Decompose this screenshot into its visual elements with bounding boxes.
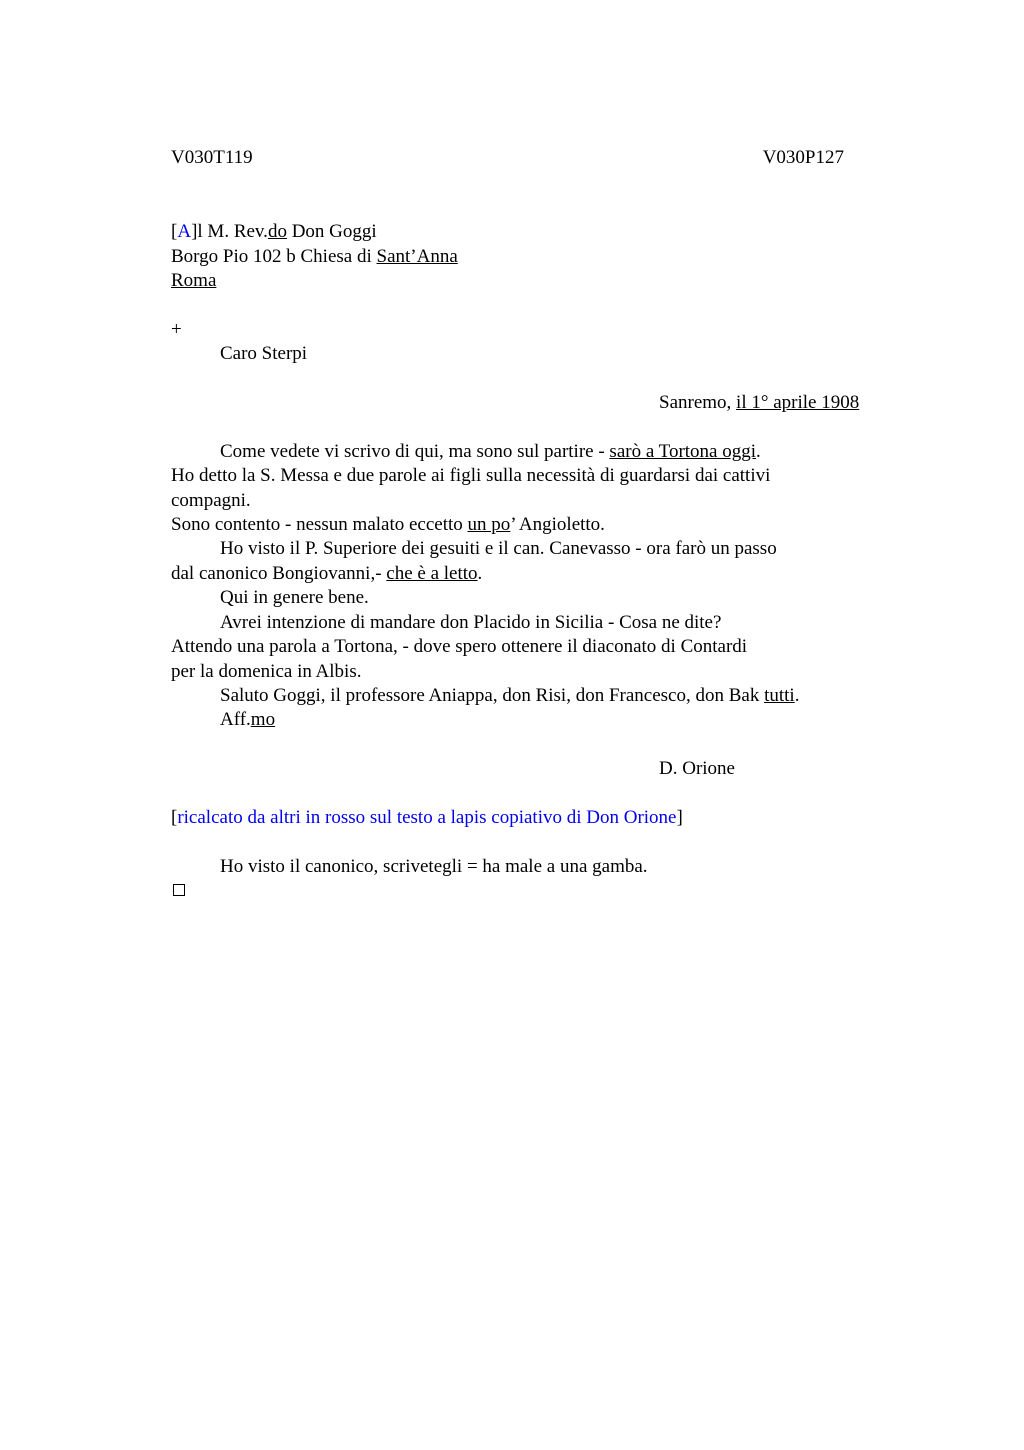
note-text: ricalcato da altri in rosso sul testo a lapis copiativo di Don Orione bbox=[177, 807, 677, 828]
body-line-5: Ho visto il P. Superiore dei gesuiti e il can. Canevasso - ora farò un passo bbox=[220, 538, 777, 559]
address-line-1 bbox=[171, 220, 377, 244]
address-street: Borgo Pio 102 b Chiesa di bbox=[171, 246, 377, 267]
body-punct: . bbox=[477, 563, 483, 584]
address-recipient: Don Goggi bbox=[286, 221, 377, 242]
body-punct: . bbox=[794, 685, 800, 706]
address-title: ]l M. Rev. bbox=[191, 221, 268, 242]
editorial-insert: A bbox=[177, 221, 192, 242]
body-text: Sono contento - nessun malato eccetto bbox=[171, 514, 468, 535]
address-title-abbrev: do bbox=[267, 221, 287, 242]
address-bracket-open: [ bbox=[171, 221, 178, 242]
dateline bbox=[659, 391, 859, 415]
address-line-2 bbox=[171, 245, 458, 269]
body-underlined: un po bbox=[467, 514, 511, 535]
body-line-6 bbox=[171, 562, 482, 586]
body-line-3: compagni. bbox=[171, 490, 251, 511]
end-of-document-box-icon bbox=[173, 884, 185, 896]
address-city: Roma bbox=[171, 270, 217, 291]
signature: D. Orione bbox=[659, 758, 735, 779]
body-punct: . bbox=[756, 441, 761, 462]
body-underlined: che è a letto bbox=[386, 563, 478, 584]
dateline-date: il 1° aprile 1908 bbox=[736, 392, 860, 413]
body-line-7: Qui in genere bene. bbox=[220, 587, 369, 608]
body-line-1 bbox=[220, 440, 761, 464]
body-text: dal canonico Bongiovanni,- bbox=[171, 563, 387, 584]
body-text: Come vedete vi scrivo di qui, ma sono sul partire - bbox=[220, 441, 610, 462]
body-line-11 bbox=[220, 684, 799, 708]
body-text: Saluto Goggi, il professore Aniappa, don Risi, don Francesco, don Bak bbox=[220, 685, 765, 706]
body-line-10: per la domenica in Albis. bbox=[171, 661, 362, 682]
closing-text: Aff. bbox=[220, 709, 251, 730]
document-code-left: V030T119 bbox=[171, 147, 253, 168]
postscript: Ho visto il canonico, scrivetegli = ha male a una gamba. bbox=[220, 856, 648, 877]
body-line-9: Attendo una parola a Tortona, - dove spero ottenere il diaconato di Contardi bbox=[171, 636, 748, 657]
dateline-place: Sanremo, bbox=[659, 392, 737, 413]
address-church: Sant’Anna bbox=[376, 246, 458, 267]
body-line-4 bbox=[171, 513, 605, 537]
body-underlined: sarò a Tortona oggi bbox=[609, 441, 757, 462]
body-underlined: tutti bbox=[764, 685, 795, 706]
note-bracket-open: [ bbox=[171, 807, 178, 828]
editorial-note bbox=[171, 806, 683, 830]
body-text: ’ Angioletto. bbox=[510, 514, 605, 535]
salutation: Caro Sterpi bbox=[220, 343, 308, 364]
body-line-2: Ho detto la S. Messa e due parole ai figli sulla necessità di guardarsi dai cattivi bbox=[171, 465, 771, 486]
closing-abbrev: mo bbox=[250, 709, 276, 730]
cross-mark: + bbox=[171, 319, 182, 340]
closing-line bbox=[220, 708, 275, 732]
body-line-8: Avrei intenzione di mandare don Placido in Sicilia - Cosa ne dite? bbox=[220, 612, 722, 633]
note-bracket-close: ] bbox=[676, 807, 683, 828]
document-code-right: V030P127 bbox=[762, 147, 844, 168]
